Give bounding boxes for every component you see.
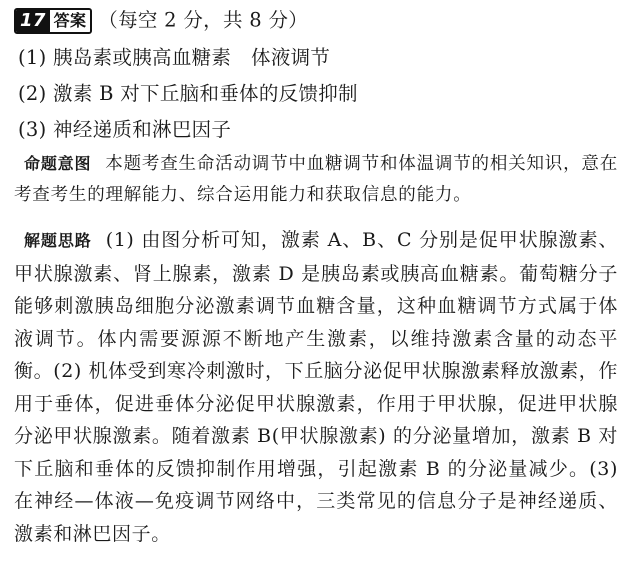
answer-label: 答案 [50, 10, 91, 32]
solution-text: (1) 由图分析可知，激素 A、B、C 分别是促甲状腺激素、甲状腺激素、肾上腺素，激素 D 是胰岛素或胰高血糖素。葡萄糖分子能够刺激胰岛细胞分泌激素调节血糖含量，这种血糖调节方式属于体液调节。体内需要源源不断地产生激素，以维持激素含量的动态平衡。(2) 机体受到寒冷刺激时，下丘脑分泌促甲状腺激素释放激素，作用于垂体，促进垂体分泌促甲状腺激素，作用于甲状腺，促进甲状腺分泌甲状腺激素。随着激素 B(甲状腺激素) 的分泌量增加，激素 B 对下丘脑和垂体的反馈抑制作用增强，引起激素 B 的分泌量减少。(3) 在神经—体液—免疫调节网络中，三类常见的信息分子是神经递质、激素和淋巴因子。 [14, 229, 618, 545]
score-note: （每空 2 分，共 8 分） [98, 8, 309, 32]
answer-item-2: (2) 激素 B 对下丘脑和垂体的反馈抑制 [18, 82, 358, 105]
intent-heading: 命题意图 [24, 154, 92, 173]
intent-text: 本题考查生命活动调节中血糖调节和体温调节的相关知识，意在考查考生的理解能力、综合运用能力和获取信息的能力。 [14, 154, 619, 205]
solution-heading: 解题思路 [24, 231, 92, 250]
question-number: 17 [16, 10, 50, 32]
answer-item-3: (3) 神经递质和淋巴因子 [18, 118, 232, 141]
question-badge [14, 8, 92, 34]
intent-paragraph [14, 148, 618, 211]
answer-item-1: (1) 胰岛素或胰高血糖素 体液调节 [18, 46, 331, 69]
answer-header [14, 8, 308, 34]
solution-paragraph [14, 224, 618, 550]
